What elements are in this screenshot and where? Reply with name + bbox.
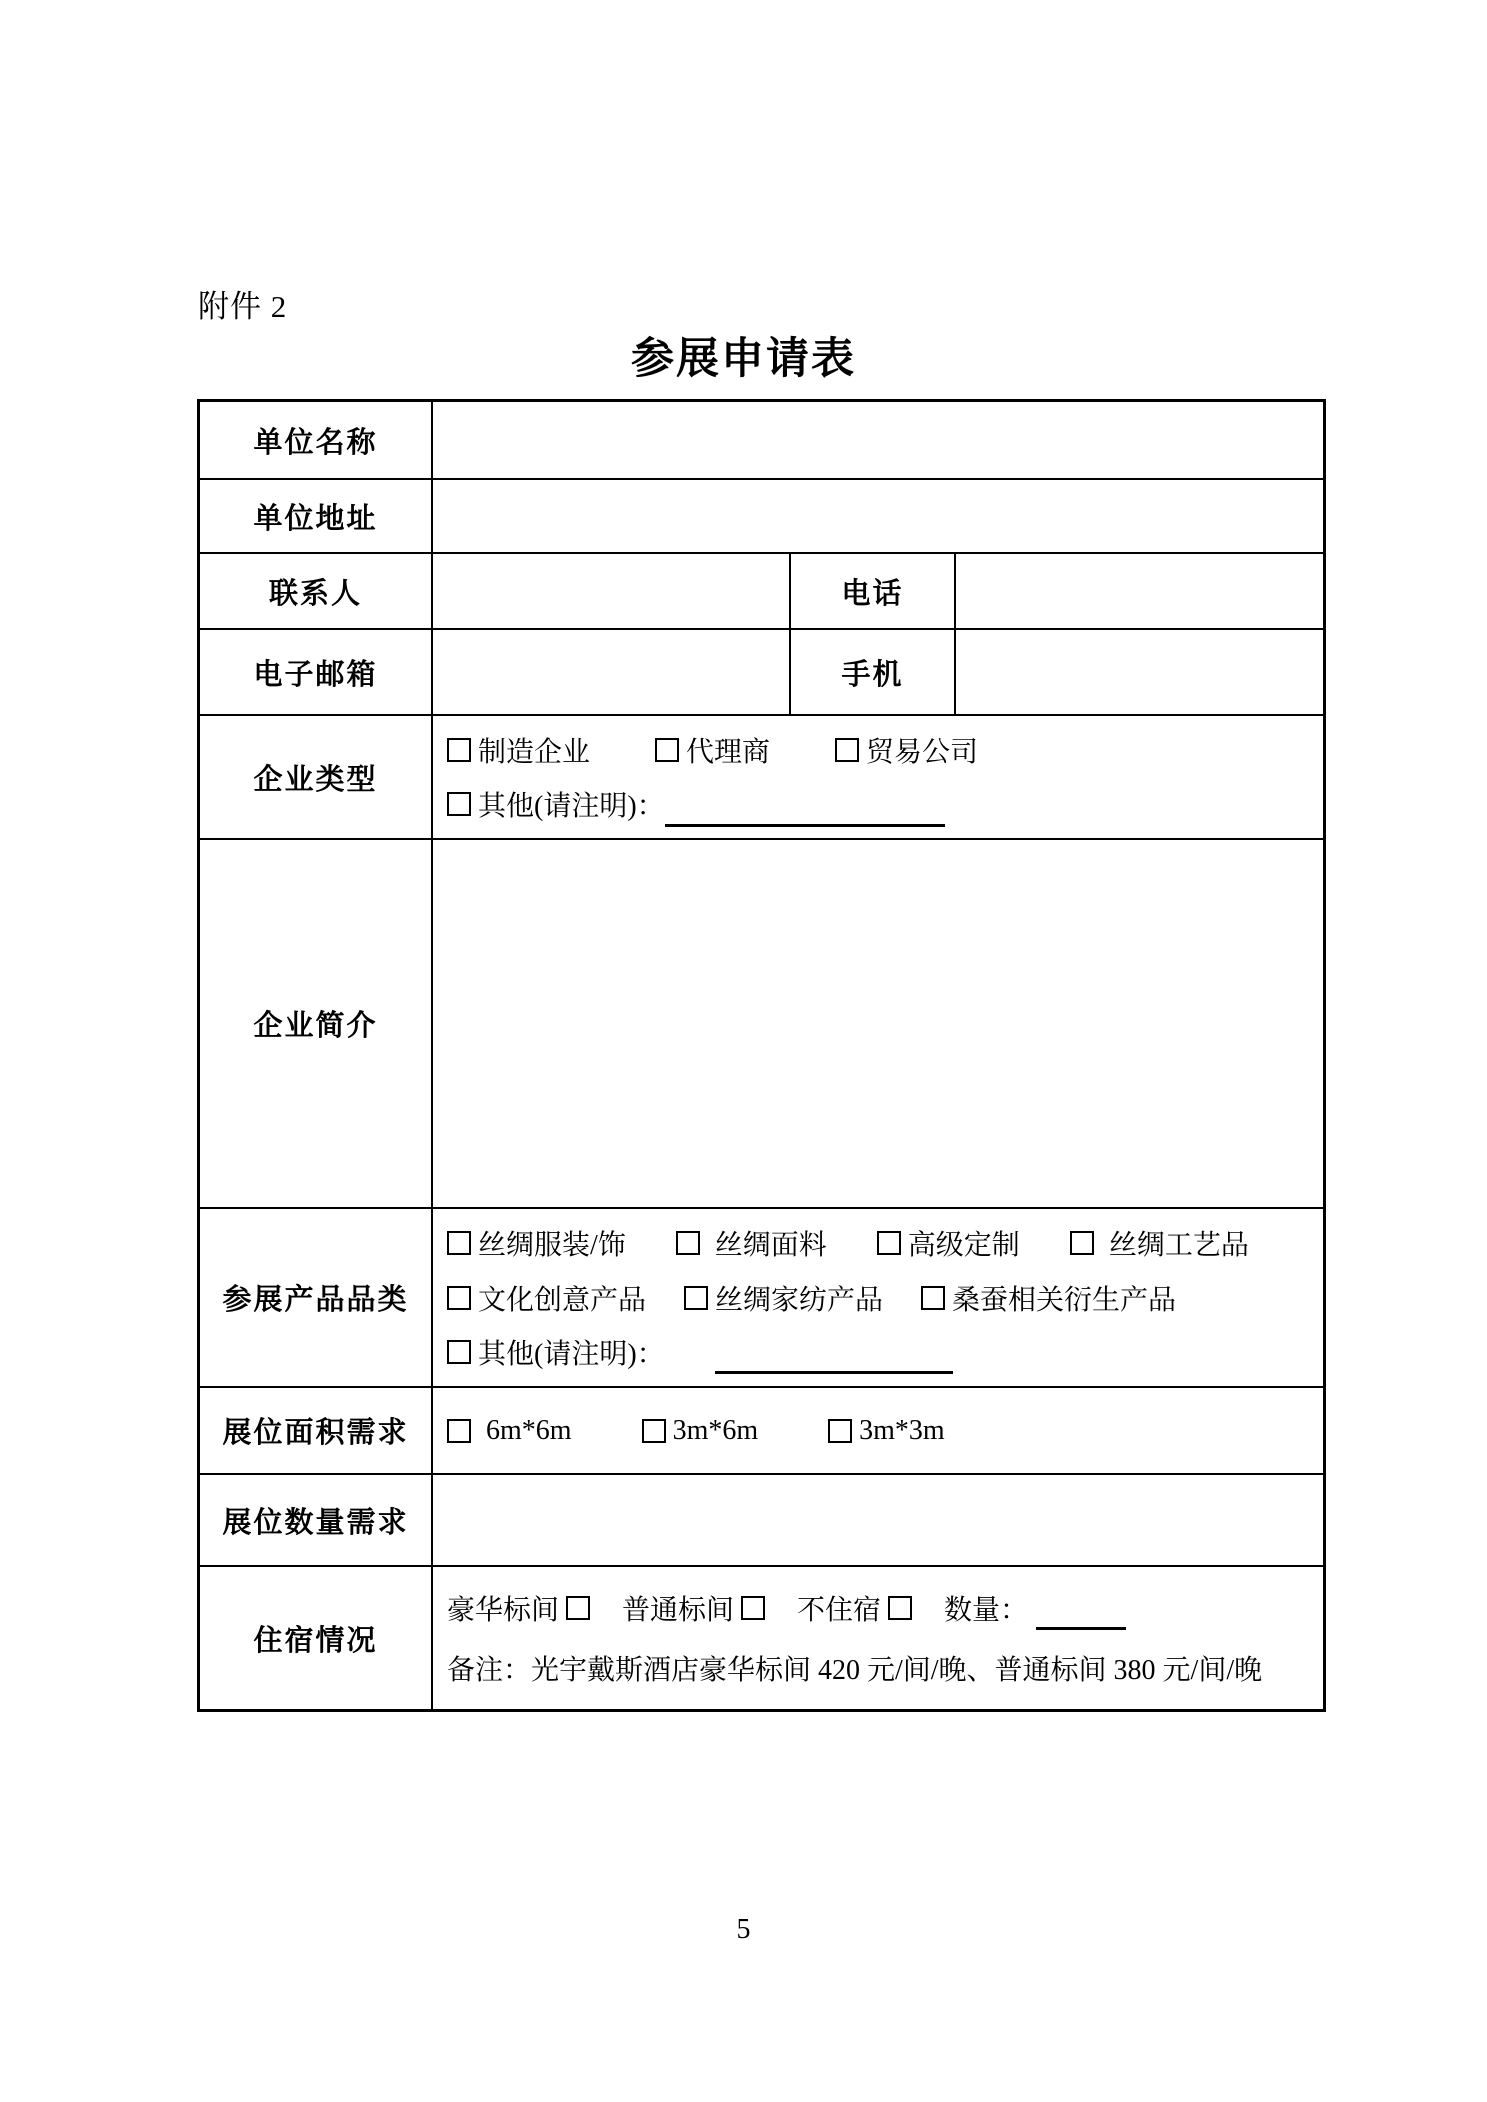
- table-row-unit-name: [200, 402, 1323, 480]
- checkbox-icon[interactable]: [566, 1596, 590, 1620]
- option-label: 贸易公司: [866, 737, 979, 768]
- quantity-label: 数量：: [944, 1594, 1029, 1626]
- checkbox-option-other-category[interactable]: [447, 1332, 665, 1372]
- checkbox-option-standard-room[interactable]: [622, 1588, 765, 1628]
- table-row-company-type: [200, 716, 1323, 840]
- option-label: 其他(请注明)：: [478, 791, 665, 822]
- checkbox-option-deluxe-room[interactable]: [447, 1588, 590, 1628]
- option-label: 3m*6m: [672, 1414, 759, 1446]
- attachment-label: 附件 2: [198, 289, 288, 324]
- table-row-contact: [200, 554, 1323, 630]
- option-label: 高级定制: [907, 1230, 1020, 1262]
- booth-quantity-input-cell[interactable]: [433, 1475, 1323, 1565]
- mobile-input-cell[interactable]: [956, 630, 1323, 714]
- product-category-options-cell: [433, 1209, 1323, 1386]
- contact-input-cell[interactable]: [433, 554, 791, 628]
- option-label: 丝绸面料: [714, 1230, 827, 1262]
- checkbox-icon[interactable]: [828, 1419, 852, 1443]
- other-type-blank-field[interactable]: [665, 796, 945, 827]
- checkbox-option-3x6[interactable]: [642, 1415, 759, 1447]
- checkbox-icon[interactable]: [676, 1231, 700, 1255]
- checkbox-option-cultural-creative[interactable]: [447, 1278, 646, 1318]
- company-type-label: 企业类型: [200, 716, 433, 838]
- company-type-options-cell: [433, 716, 1323, 838]
- checkbox-icon[interactable]: [741, 1596, 765, 1620]
- checkbox-icon[interactable]: [684, 1286, 708, 1310]
- accommodation-options-cell: [433, 1567, 1323, 1709]
- checkbox-icon[interactable]: [888, 1596, 912, 1620]
- checkbox-option-haute-couture[interactable]: [877, 1223, 1020, 1263]
- checkbox-icon[interactable]: [835, 738, 859, 762]
- table-row-booth-quantity: [200, 1475, 1323, 1567]
- table-row-booth-area: [200, 1388, 1323, 1475]
- option-label: 其他(请注明)：: [478, 1338, 665, 1370]
- option-label: 代理商: [686, 737, 771, 768]
- checkbox-option-6x6[interactable]: [447, 1415, 572, 1447]
- checkbox-icon[interactable]: [877, 1231, 901, 1255]
- checkbox-icon[interactable]: [447, 1340, 471, 1364]
- page-title: 参展申请表: [631, 335, 856, 383]
- option-label: 不住宿: [797, 1594, 882, 1626]
- table-row-accommodation: [200, 1567, 1323, 1709]
- option-label: 文化创意产品: [478, 1284, 647, 1316]
- application-form-table: [197, 399, 1326, 1712]
- option-label: 豪华标间: [447, 1594, 560, 1626]
- checkbox-icon[interactable]: [447, 738, 471, 762]
- checkbox-option-trading-company[interactable]: [835, 730, 978, 770]
- table-row-email: [200, 630, 1323, 716]
- table-row-product-category: [200, 1209, 1323, 1388]
- accommodation-note: 备注：光宇戴斯酒店豪华标间 420 元/间/晚、普通标间 380 元/间/晚: [447, 1655, 1263, 1687]
- table-row-unit-address: [200, 480, 1323, 554]
- option-label: 制造企业: [478, 737, 591, 768]
- unit-address-input-cell[interactable]: [433, 480, 1323, 552]
- other-category-blank-field[interactable]: [715, 1343, 953, 1374]
- checkbox-option-silk-crafts[interactable]: [1070, 1223, 1249, 1263]
- contact-label: 联系人: [200, 554, 433, 628]
- accommodation-label: 住宿情况: [200, 1567, 433, 1709]
- mobile-label: 手机: [791, 630, 956, 714]
- checkbox-option-3x3[interactable]: [828, 1415, 945, 1447]
- company-profile-input-cell[interactable]: [433, 840, 1323, 1207]
- checkbox-option-agent[interactable]: [655, 730, 770, 770]
- option-label: 桑蚕相关衍生产品: [952, 1284, 1177, 1316]
- booth-area-options-cell: [433, 1388, 1323, 1473]
- unit-name-label: 单位名称: [200, 402, 433, 478]
- option-label: 3m*3m: [859, 1414, 945, 1446]
- phone-label: 电话: [791, 554, 956, 628]
- checkbox-option-silk-home-textile[interactable]: [684, 1278, 883, 1318]
- option-label: 6m*6m: [486, 1414, 572, 1446]
- table-row-company-profile: [200, 840, 1323, 1209]
- option-label: 丝绸服装/饰: [478, 1230, 626, 1262]
- page-number: 5: [736, 1914, 751, 1945]
- checkbox-option-no-stay[interactable]: [797, 1588, 912, 1628]
- unit-address-label: 单位地址: [200, 480, 433, 552]
- checkbox-option-silk-fabric[interactable]: [676, 1223, 827, 1263]
- phone-input-cell[interactable]: [956, 554, 1323, 628]
- checkbox-option-other[interactable]: [447, 784, 665, 824]
- checkbox-icon[interactable]: [642, 1419, 666, 1443]
- option-label: 普通标间: [622, 1594, 735, 1626]
- checkbox-icon[interactable]: [447, 1286, 471, 1310]
- option-label: 丝绸工艺品: [1108, 1230, 1249, 1262]
- checkbox-icon[interactable]: [1070, 1231, 1094, 1255]
- unit-name-input-cell[interactable]: [433, 402, 1323, 478]
- checkbox-icon[interactable]: [447, 1419, 471, 1443]
- checkbox-icon[interactable]: [447, 1231, 471, 1255]
- booth-area-label: 展位面积需求: [200, 1388, 433, 1473]
- product-category-label: 参展产品品类: [200, 1209, 433, 1386]
- checkbox-option-manufacturer[interactable]: [447, 730, 590, 770]
- checkbox-icon[interactable]: [921, 1286, 945, 1310]
- company-profile-label: 企业简介: [200, 840, 433, 1207]
- email-label: 电子邮箱: [200, 630, 433, 714]
- checkbox-option-sericulture-derivatives[interactable]: [921, 1278, 1176, 1318]
- quantity-blank-field[interactable]: [1036, 1599, 1126, 1630]
- checkbox-icon[interactable]: [447, 792, 471, 816]
- booth-quantity-label: 展位数量需求: [200, 1475, 433, 1565]
- checkbox-icon[interactable]: [655, 738, 679, 762]
- email-input-cell[interactable]: [433, 630, 791, 714]
- checkbox-option-silk-apparel[interactable]: [447, 1223, 626, 1263]
- option-label: 丝绸家纺产品: [715, 1284, 884, 1316]
